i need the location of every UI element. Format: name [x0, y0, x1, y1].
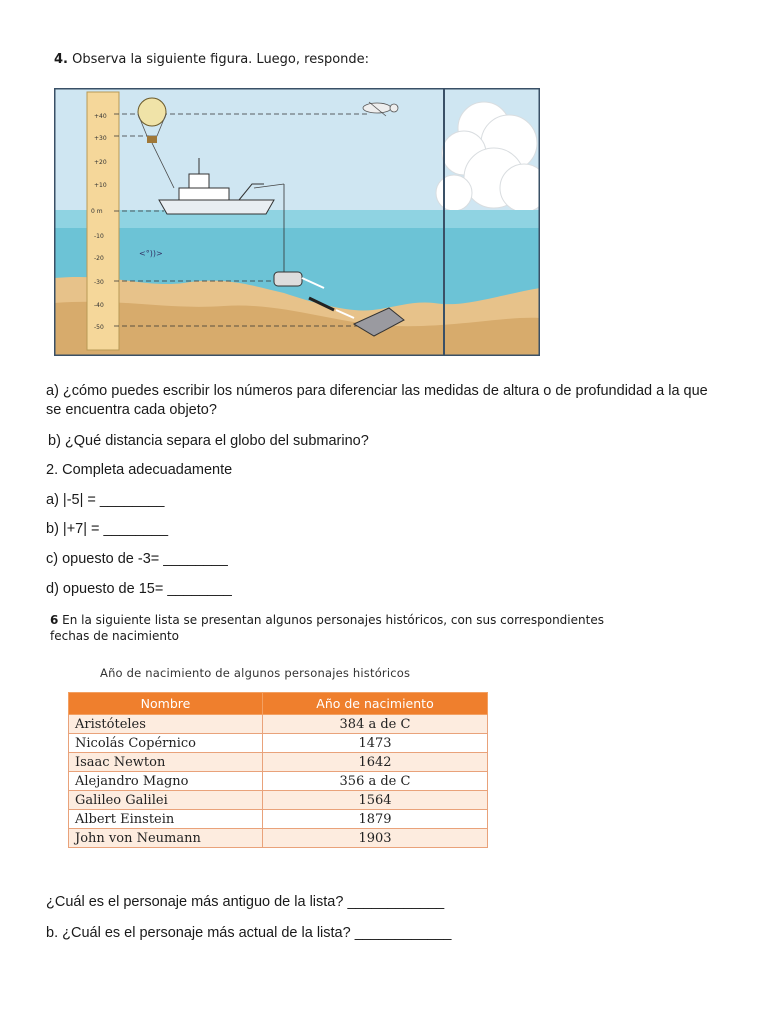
exercise-item: c) opuesto de -3= ________ [46, 551, 228, 567]
question-b: b) ¿Qué distancia separa el globo del submarino? [48, 433, 369, 449]
section-6-text: En la siguiente lista se presentan algunos personajes históricos, con sus correspondientes fechas de nacimiento [50, 613, 604, 643]
name-cell: Alejandro Magno [69, 772, 263, 791]
svg-text:-20: -20 [94, 255, 104, 262]
section-6-number: 6 [50, 613, 59, 627]
name-cell: Galileo Galilei [69, 791, 263, 810]
header-nombre: Nombre [69, 693, 263, 715]
table-caption: Año de nacimiento de algunos personajes históricos [100, 666, 411, 680]
exercise-item: d) opuesto de 15= ________ [46, 581, 232, 597]
table-row [69, 715, 488, 734]
question-newest: b. ¿Cuál es el personaje más actual de la lista? ____________ [46, 925, 452, 941]
svg-text:+20: +20 [94, 159, 107, 166]
header-ano-nacimiento: Año de nacimiento [263, 693, 488, 715]
table-row [69, 829, 488, 848]
year-cell: 1903 [263, 829, 488, 848]
table-row [69, 772, 488, 791]
exercise-item: a) |-5| = ________ [46, 492, 165, 508]
svg-text:0 m: 0 m [91, 208, 103, 215]
year-cell: 1564 [263, 791, 488, 810]
depth-ruler [87, 92, 119, 350]
exercise-item: b) |+7| = ________ [46, 521, 169, 537]
fish-icon: <°))> [139, 249, 163, 258]
svg-text:-40: -40 [94, 302, 104, 309]
question-4-text: Observa la siguiente figura. Luego, responde: [67, 52, 370, 67]
table-row [69, 734, 488, 753]
year-cell: 1879 [263, 810, 488, 829]
year-cell: 1642 [263, 753, 488, 772]
section-2-title: 2. Completa adecuadamente [46, 462, 233, 478]
svg-text:+10: +10 [94, 182, 107, 189]
name-cell: Albert Einstein [69, 810, 263, 829]
question-4-heading [54, 52, 369, 67]
svg-text:+30: +30 [94, 135, 107, 142]
table-row [69, 753, 488, 772]
historical-figures-table [68, 692, 488, 848]
question-4-number: 4. [54, 52, 68, 67]
section-6-intro [50, 612, 610, 644]
year-cell: 1473 [263, 734, 488, 753]
question-oldest: ¿Cuál es el personaje más antiguo de la lista? ____________ [46, 894, 445, 910]
table-header-row [69, 693, 488, 715]
question-a: a) ¿cómo puedes escribir los números para diferenciar las medidas de altura o de profundidad a la que se encuentra cada objeto? [46, 383, 708, 418]
name-cell: Isaac Newton [69, 753, 263, 772]
name-cell: Nicolás Copérnico [69, 734, 263, 753]
table-row [69, 810, 488, 829]
svg-text:-30: -30 [94, 279, 104, 286]
altitude-depth-illustration [54, 88, 540, 356]
year-cell: 356 a de C [263, 772, 488, 791]
table-row [69, 791, 488, 810]
svg-text:-50: -50 [94, 324, 104, 331]
name-cell: John von Neumann [69, 829, 263, 848]
year-cell: 384 a de C [263, 715, 488, 734]
svg-text:-10: -10 [94, 233, 104, 240]
svg-text:+40: +40 [94, 113, 107, 120]
name-cell: Aristóteles [69, 715, 263, 734]
